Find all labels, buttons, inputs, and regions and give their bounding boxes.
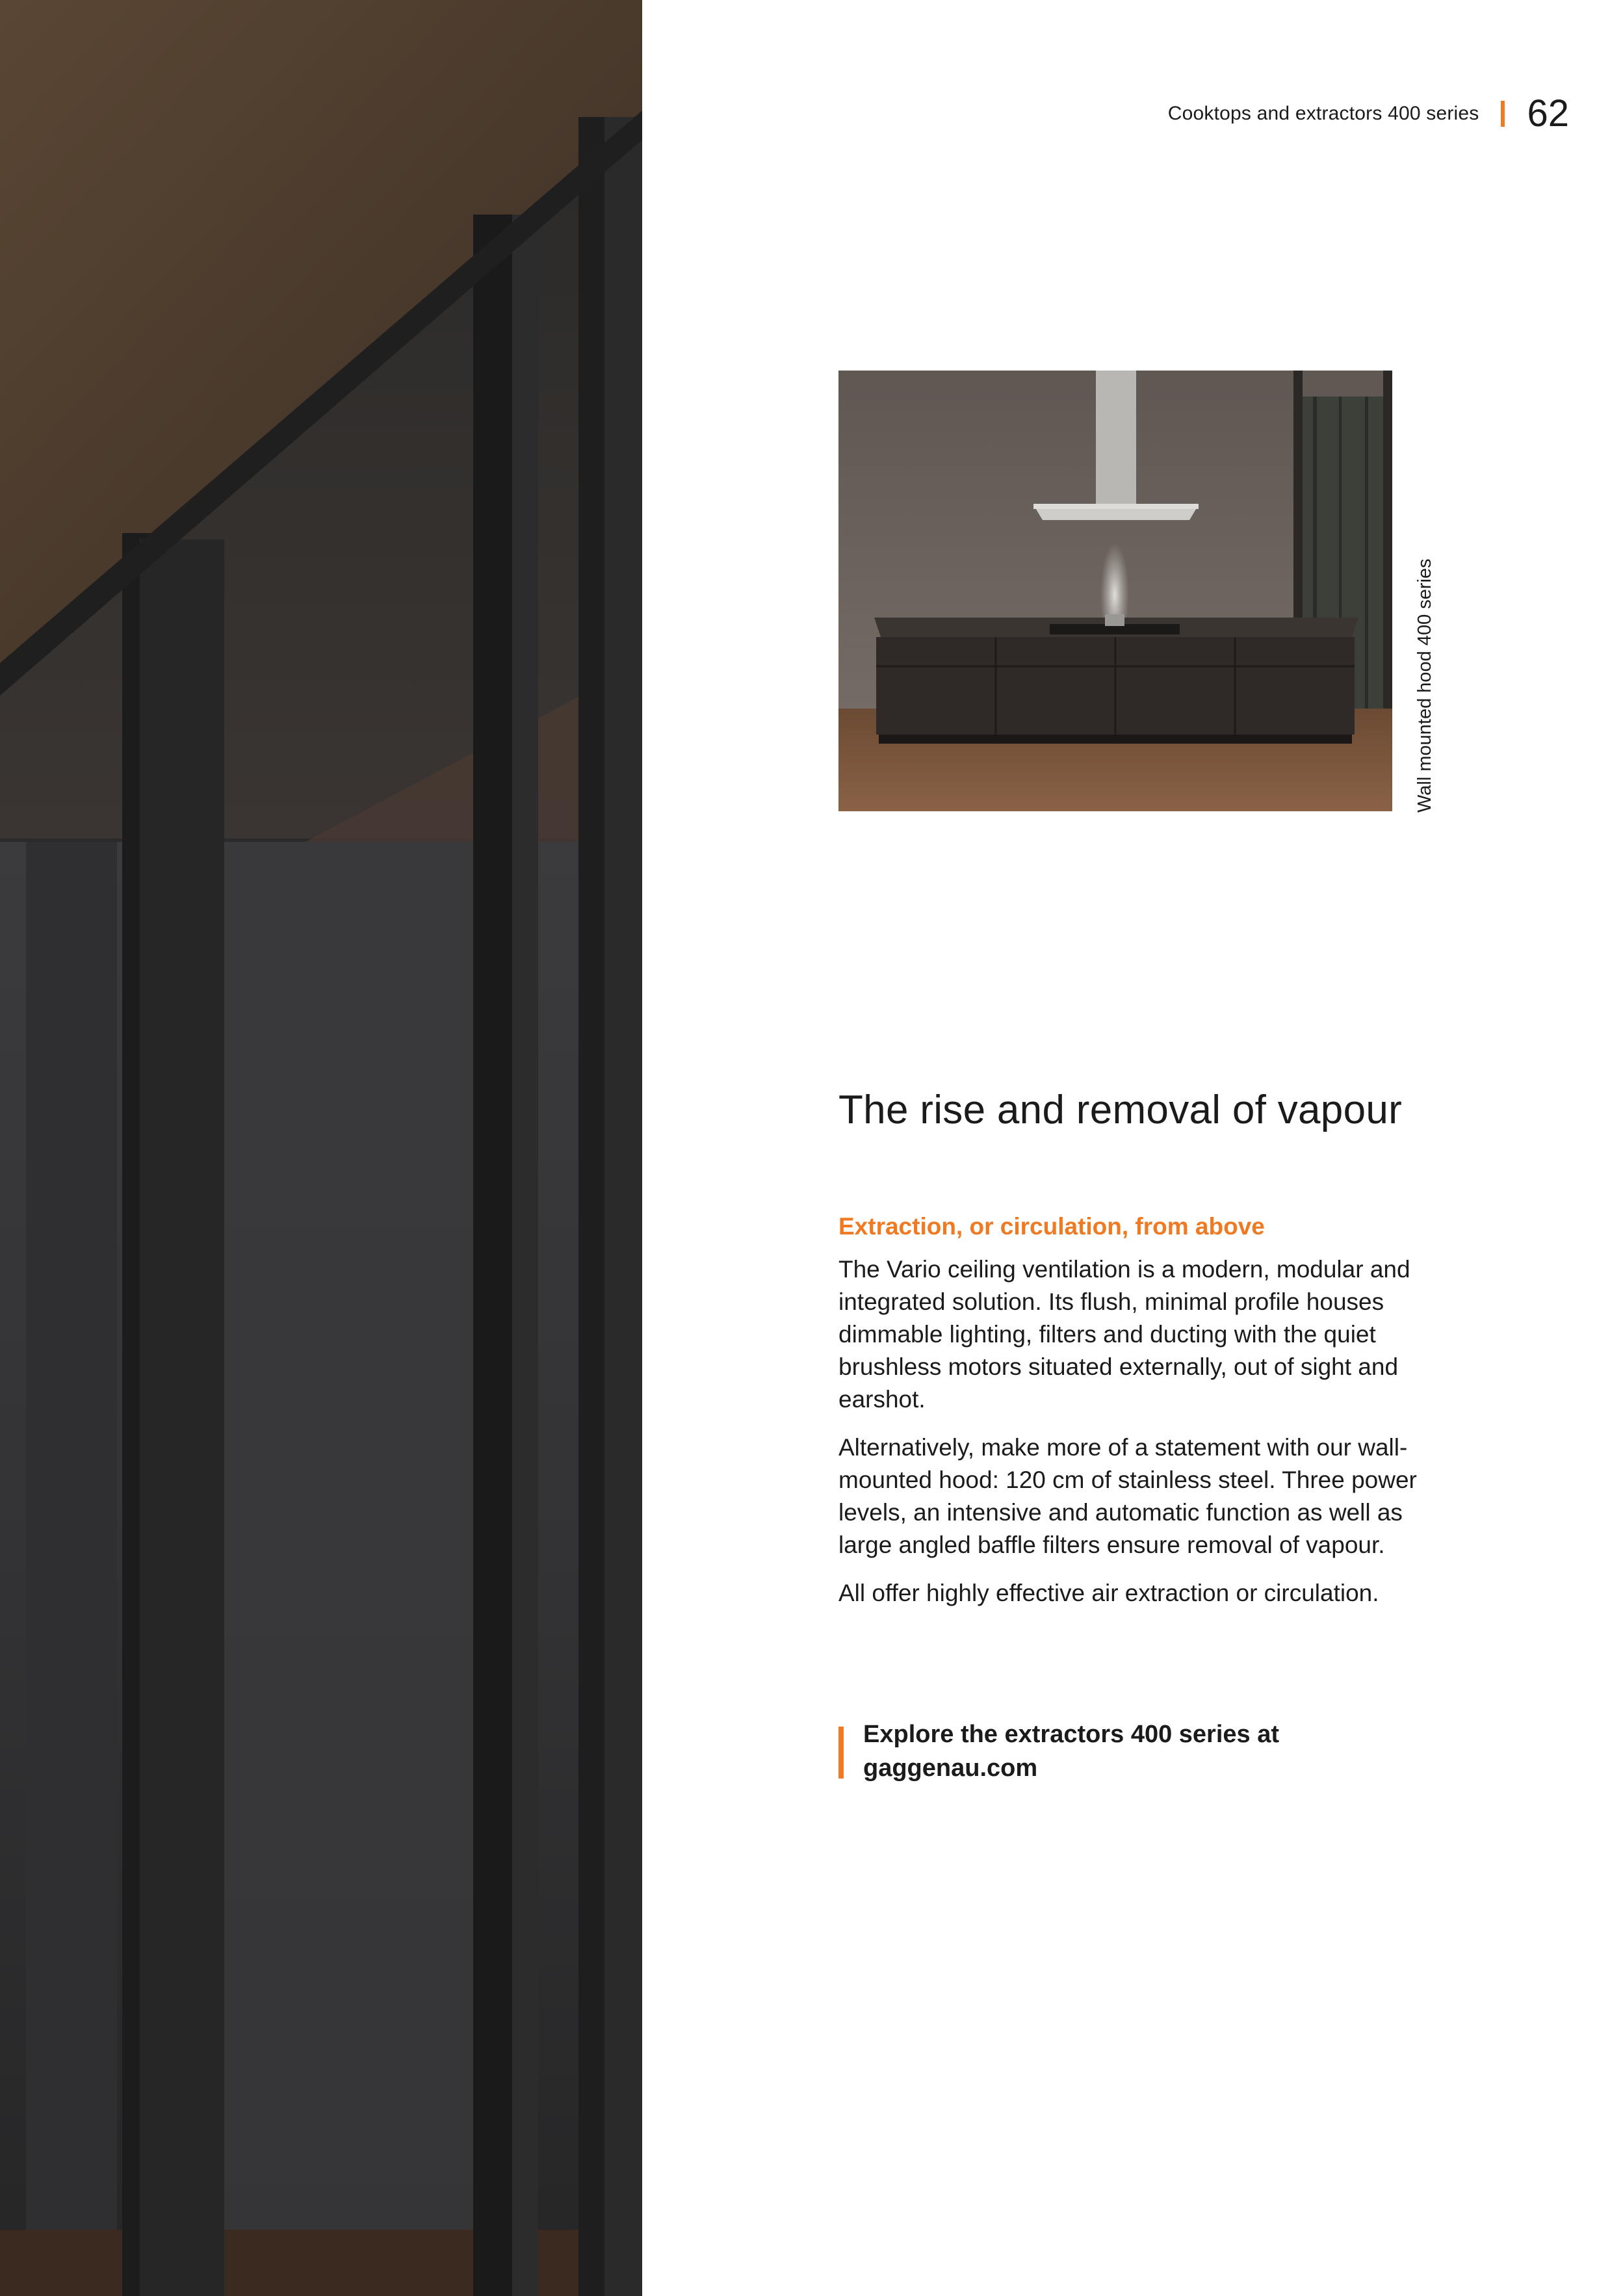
cta-link-text[interactable]: Explore the extractors 400 series at gaggenau.com [863, 1721, 1280, 1782]
photo-caption: Wall mounted hood 400 series [1414, 558, 1435, 813]
header-divider [1501, 101, 1505, 127]
body-paragraph: Alternatively, make more of a statement with our wall-mounted hood: 120 cm of stainless steel. Three power levels, an intensive and automatic function as well as large angled baffle filters ensure removal of vapour. [838, 1434, 1417, 1558]
cta-block [838, 1717, 1410, 1785]
photo-caption-wrap [1412, 533, 1438, 813]
left-interior-photo [0, 0, 642, 2296]
page-number: 62 [1527, 92, 1569, 135]
article-subheading: Extraction, or circulation, from above [838, 1213, 1265, 1240]
article-headline: The rise and removal of vapour [838, 1088, 1403, 1132]
article-body [838, 1253, 1423, 1625]
section-title: Cooktops and extractors 400 series [1167, 103, 1479, 124]
body-paragraph: The Vario ceiling ventilation is a modern, modular and integrated solution. Its flush, minimal profile houses dimmable lighting, filters and ducting with the quiet brushless motors situated externally, out of sight and earshot. [838, 1256, 1410, 1413]
kitchen-hood-illustration [838, 371, 1392, 811]
hood-photo [838, 371, 1392, 811]
interior-illustration [0, 0, 642, 2296]
cta-accent-bar [838, 1727, 844, 1779]
page-header [1168, 88, 1569, 140]
body-paragraph: All offer highly effective air extraction or circulation. [838, 1580, 1379, 1606]
